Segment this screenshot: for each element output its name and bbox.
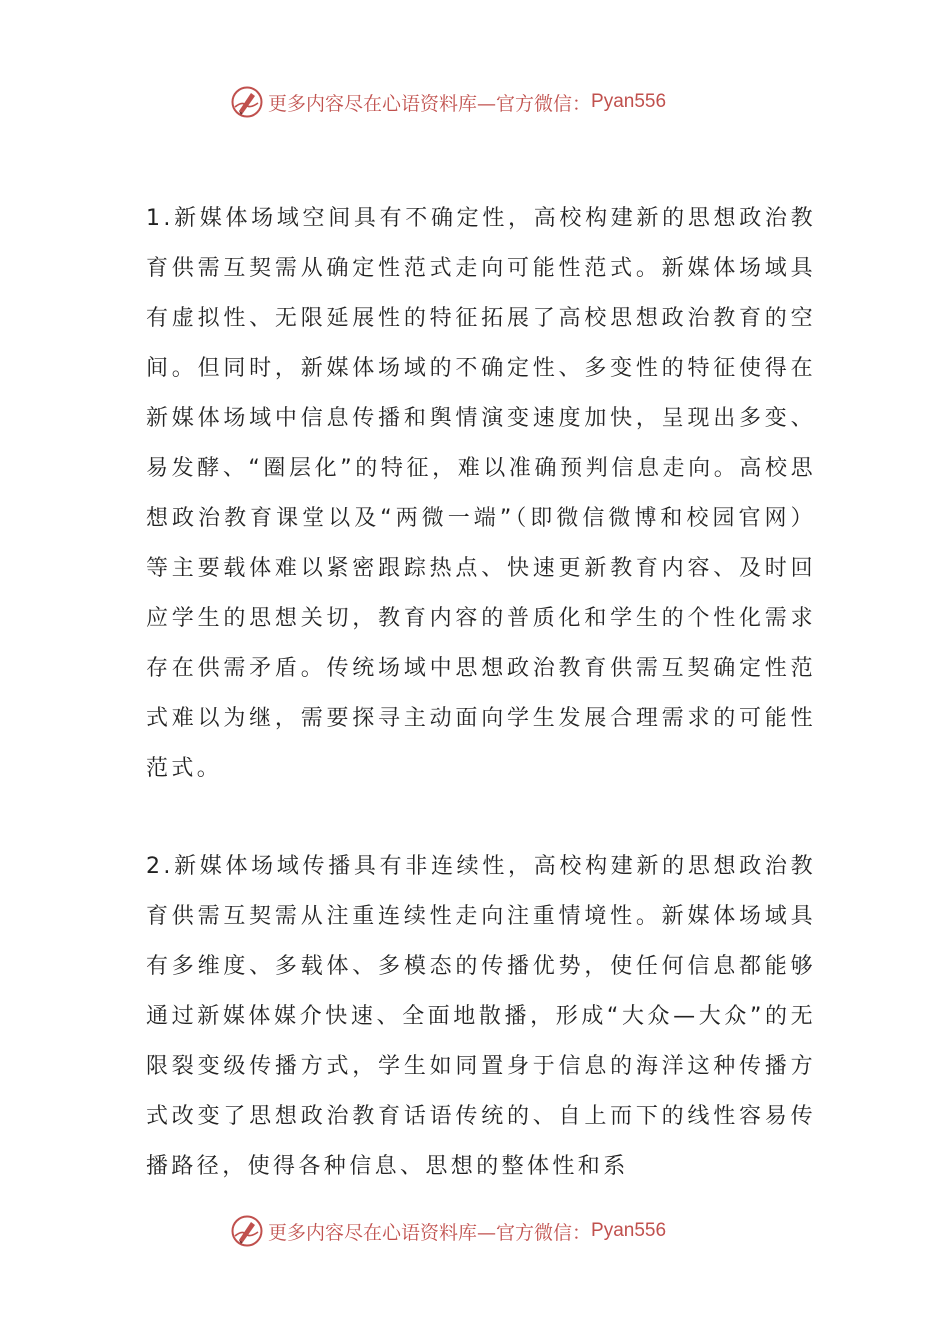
header-watermark: [230, 82, 750, 122]
watermark-wechat-id: Pyan556: [591, 1220, 667, 1241]
footer-watermark: [230, 1211, 750, 1251]
watermark-text: 更多内容尽在心语资料库—官方微信：: [268, 92, 592, 115]
pen-nib-logo-icon: [230, 1214, 264, 1248]
watermark-text: 更多内容尽在心语资料库—官方微信：: [268, 1221, 592, 1244]
paragraph-2: 2.新媒体场域传播具有非连续性，高校构建新的思想政治教育供需互契需从注重连续性走向注重情境性。新媒体场域具有多维度、多载体、多模态的传播优势，使任何信息都能够通过新媒体媒介快速、全面地散播，形成“大众—大众”的无限裂变级传播方式，学生如同置身于信息的海洋这种传播方式改变了思想政治教育话语传统的、自上而下的线性容易传播路径，使得各种信息、思想的整体性和系: [146, 854, 816, 1179]
watermark-wechat-id: Pyan556: [591, 91, 667, 112]
pen-nib-logo-icon: [230, 85, 264, 119]
paragraph-1: 1.新媒体场域空间具有不确定性，高校构建新的思想政治教育供需互契需从确定性范式走向可能性范式。新媒体场域具有虚拟性、无限延展性的特征拓展了高校思想政治教育的空间。但同时，新媒体场域的不确定性、多变性的特征使得在新媒体场域中信息传播和舆情演变速度加快，呈现出多变、易发酵、“圈层化”的特征，难以准确预判信息走向。高校思想政治教育课堂以及“两微一端”（即微信微博和校园官网）等主要载体难以紧密跟踪热点、快速更新教育内容、及时回应学生的思想关切，教育内容的普质化和学生的个性化需求存在供需矛盾。传统场域中思想政治教育供需互契确定性范式难以为继，需要探寻主动面向学生发展合理需求的可能性范式。: [146, 206, 816, 781]
